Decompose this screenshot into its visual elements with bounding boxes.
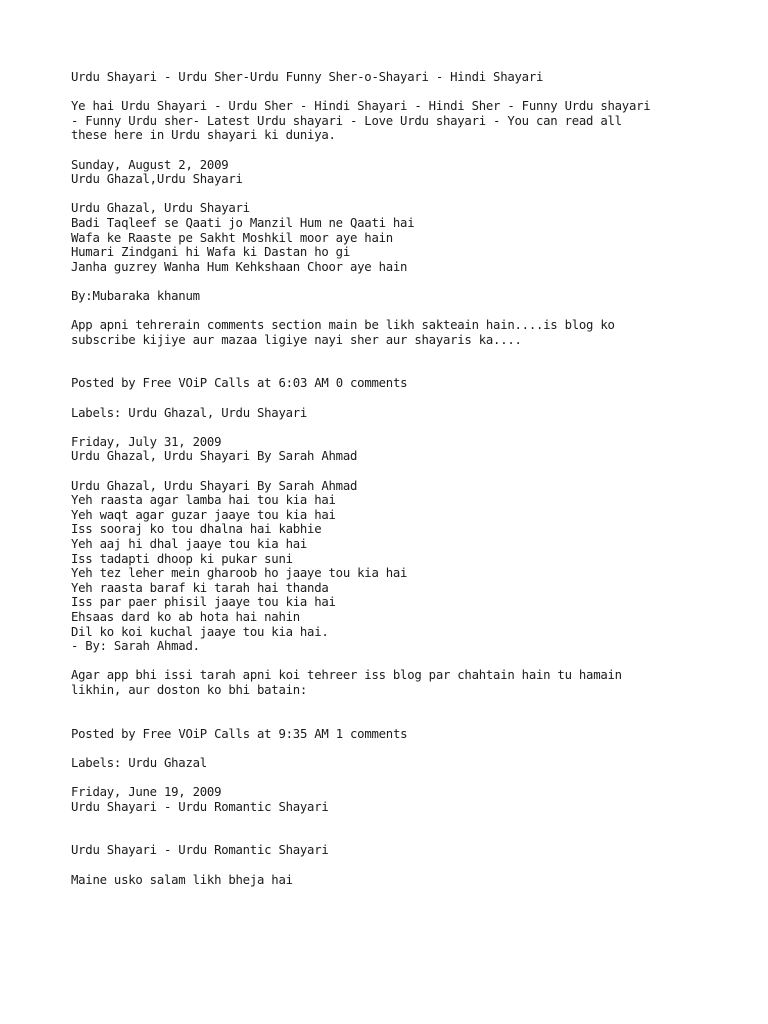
post-note-line: subscribe kijiye aur mazaa ligiye nayi sher aur shayaris ka.... bbox=[71, 332, 522, 347]
author-link[interactable]: Free VOiP Calls bbox=[142, 376, 250, 391]
spacer bbox=[71, 712, 731, 727]
labels-prefix: Labels: bbox=[71, 755, 129, 770]
separator bbox=[329, 376, 336, 390]
post-note-line: App apni tehrerain comments section main be likh sakteain hain....is blog ko bbox=[71, 318, 615, 333]
post-note bbox=[71, 318, 731, 347]
blog-description-line: - Funny Urdu sher- Latest Urdu shayari - Love Urdu shayari - You can read all bbox=[71, 113, 622, 128]
post-body-line: Maine usko salam likh bheja hai bbox=[71, 872, 293, 887]
post-heading bbox=[71, 435, 731, 464]
post-body-line: - By: Sarah Ahmad. bbox=[71, 639, 200, 654]
blog-page bbox=[71, 70, 731, 902]
blog-title: Urdu Shayari - Urdu Sher-Urdu Funny Sher-o-Shayari - Hindi Shayari bbox=[71, 70, 544, 84]
post-body-line: Dil ko koi kuchal jaaye tou kia hai. bbox=[71, 624, 329, 639]
post-body-line: Iss par paer phisil jaaye tou kia hai bbox=[71, 595, 336, 610]
post-body-line: Urdu Ghazal, Urdu Shayari bbox=[71, 201, 250, 216]
post-body-line: Yeh waqt agar guzar jaaye tou kia hai bbox=[71, 507, 336, 522]
posted-by-prefix: Posted by bbox=[71, 726, 143, 741]
post-body-line: Humari Zindgani hi Wafa ki Dastan ho gi bbox=[71, 245, 350, 260]
post-body bbox=[71, 201, 731, 274]
spacer bbox=[71, 829, 731, 844]
post-title[interactable]: Urdu Ghazal,Urdu Shayari bbox=[71, 172, 243, 187]
post-body-line: Yeh tez leher mein gharoob ho jaaye tou kia hai bbox=[71, 566, 408, 581]
post-byline bbox=[71, 289, 731, 304]
blog-description bbox=[71, 99, 731, 143]
post-footer-line bbox=[71, 727, 731, 742]
post-date: Friday, July 31, 2009 bbox=[71, 434, 222, 449]
post-title[interactable]: Urdu Shayari - Urdu Romantic Shayari bbox=[71, 799, 329, 814]
post-heading bbox=[71, 158, 731, 187]
post-labels-line bbox=[71, 406, 731, 421]
post-labels bbox=[71, 756, 731, 771]
post-body-line: Iss tadapti dhoop ki pukar suni bbox=[71, 551, 293, 566]
labels-prefix: Labels: bbox=[71, 405, 129, 420]
comments-link[interactable]: 1 comments bbox=[335, 726, 408, 741]
post-labels bbox=[71, 406, 731, 421]
blog-header bbox=[71, 70, 731, 85]
post-time-link[interactable]: 9:35 AM bbox=[278, 726, 329, 741]
post-date: Friday, June 19, 2009 bbox=[71, 785, 222, 800]
at-text: at bbox=[249, 726, 279, 741]
post-body-line: Urdu Ghazal, Urdu Shayari By Sarah Ahmad bbox=[71, 478, 358, 493]
post bbox=[71, 785, 731, 887]
post-body-line: Badi Taqleef se Qaati jo Manzil Hum ne Qaati hai bbox=[71, 215, 415, 230]
blog-description-line: these here in Urdu shayari ki duniya. bbox=[71, 128, 336, 143]
labels-link[interactable]: Urdu Ghazal, Urdu Shayari bbox=[128, 405, 308, 420]
posted-by-prefix: Posted by bbox=[71, 376, 143, 391]
post-footer bbox=[71, 376, 731, 391]
post-body-line: Ehsaas dard ko ab hota hai nahin bbox=[71, 609, 300, 624]
post-body-line: Yeh raasta agar lamba hai tou kia hai bbox=[71, 493, 336, 508]
post-footer-line bbox=[71, 376, 731, 391]
post-body bbox=[71, 479, 731, 654]
post-note-line: Agar app bhi issi tarah apni koi tehreer iss blog par chahtain hain tu hamain bbox=[71, 668, 622, 683]
blog-description-line: Ye hai Urdu Shayari - Urdu Sher - Hindi Shayari - Hindi Sher - Funny Urdu shayari bbox=[71, 99, 651, 114]
post-body-line: Yeh aaj hi dhal jaaye tou kia hai bbox=[71, 537, 308, 551]
post-body-line: Urdu Shayari - Urdu Romantic Shayari bbox=[71, 843, 329, 858]
post-body-line: Yeh raasta baraf ki tarah hai thanda bbox=[71, 580, 329, 595]
post bbox=[71, 435, 731, 771]
post-footer bbox=[71, 727, 731, 742]
separator bbox=[329, 727, 336, 741]
post-byline-text: By:Mubaraka khanum bbox=[71, 288, 200, 303]
post-labels-line bbox=[71, 756, 731, 771]
post-note bbox=[71, 668, 731, 697]
post-time-link[interactable]: 6:03 AM bbox=[278, 376, 329, 391]
post bbox=[71, 158, 731, 421]
post-body-line: Janha guzrey Wanha Hum Kehkshaan Choor aye hain bbox=[71, 259, 408, 274]
comments-link[interactable]: 0 comments bbox=[335, 376, 408, 391]
post-heading bbox=[71, 785, 731, 814]
post-body bbox=[71, 843, 731, 858]
at-text: at bbox=[249, 376, 279, 391]
spacer bbox=[71, 362, 731, 377]
post-body-line: Wafa ke Raaste pe Sakht Moshkil moor aye hain bbox=[71, 230, 393, 245]
post-note-line: likhin, aur doston ko bhi batain: bbox=[71, 682, 308, 697]
post-title[interactable]: Urdu Ghazal, Urdu Shayari By Sarah Ahmad bbox=[71, 449, 358, 464]
post-body-line: Iss sooraj ko tou dhalna hai kabhie bbox=[71, 522, 322, 537]
post-body bbox=[71, 873, 731, 888]
labels-link[interactable]: Urdu Ghazal bbox=[128, 755, 207, 770]
author-link[interactable]: Free VOiP Calls bbox=[142, 726, 250, 741]
post-date: Sunday, August 2, 2009 bbox=[71, 157, 229, 172]
